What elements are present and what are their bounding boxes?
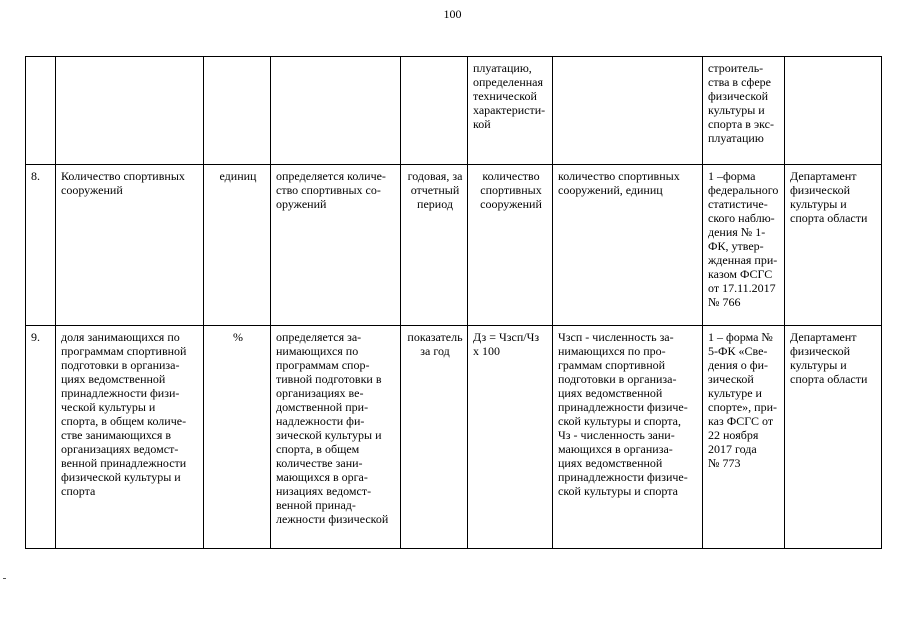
cell-name: доля занимающихся по программам спортивной подготовки в организа- циях ведомственной принадлежности физи- ческой культуры и спорта, в общем количе- стве занимающихся в организациях ведомст- венной принадлежности физической культуры и спорта: [56, 326, 204, 549]
cell-periodicity: годовая, за отчетный период: [401, 165, 468, 326]
cell-periodicity: показатель за год: [401, 326, 468, 549]
cell-unit: единиц: [204, 165, 271, 326]
cell-source: 1 –форма федерального статистиче- ского наблю- дения № 1- ФК, утвер- жденная при- казом ФСГС от 17.11.2017 № 766: [703, 165, 785, 326]
table-row: [26, 57, 882, 165]
cell-unit: [204, 57, 271, 165]
cell-formula: Дз = Чзсп/Чз х 100: [468, 326, 553, 549]
cell-source: строитель- ства в сфере физической культуры и спорта в экс- плуатацию: [703, 57, 785, 165]
cell-name: [56, 57, 204, 165]
cell-indicators: [553, 57, 703, 165]
cell-formula: количество спортивных сооружений: [468, 165, 553, 326]
cell-definition: определяется за- нимающихся по программам спор- тивной подготовки в организациях ве- домственной при- надлежности фи- зической культуры и спорта, в общем количестве зани- мающихся в орга- низациях ведомст- венной принад- лежности физической: [271, 326, 401, 549]
cell-definition: [271, 57, 401, 165]
page-number: 100: [443, 7, 462, 21]
cell-unit: %: [204, 326, 271, 549]
cell-responsible: Департамент физической культуры и спорта области: [785, 165, 882, 326]
margin-mark: [3, 578, 6, 579]
indicators-table: [25, 56, 882, 549]
cell-definition: определяется количе- ство спортивных со- оружений: [271, 165, 401, 326]
cell-responsible: [785, 57, 882, 165]
cell-indicators: Чзсп - численность за- нимающихся по про- граммам спортивной подготовки в организа- циях ведомственной принадлежности физиче- ской культуры и спорта, Чз - численность зани- мающихся в организа- циях ведомственной принадлежности физиче- ской культуры и спорта: [553, 326, 703, 549]
cell-responsible: Департамент физической культуры и спорта области: [785, 326, 882, 549]
cell-num: 9.: [26, 326, 56, 549]
cell-indicators: количество спортивных сооружений, единиц: [553, 165, 703, 326]
cell-num: 8.: [26, 165, 56, 326]
table-row: [26, 326, 882, 549]
cell-source: 1 – форма № 5-ФК «Све- дения о фи- зической культуре и спорте», при- каз ФСГС от 22 ноября 2017 года № 773: [703, 326, 785, 549]
cell-num: [26, 57, 56, 165]
cell-formula: плуатацию, определенная технической характеристи- кой: [468, 57, 553, 165]
cell-periodicity: [401, 57, 468, 165]
table-row: [26, 165, 882, 326]
cell-name: Количество спортивных сооружений: [56, 165, 204, 326]
